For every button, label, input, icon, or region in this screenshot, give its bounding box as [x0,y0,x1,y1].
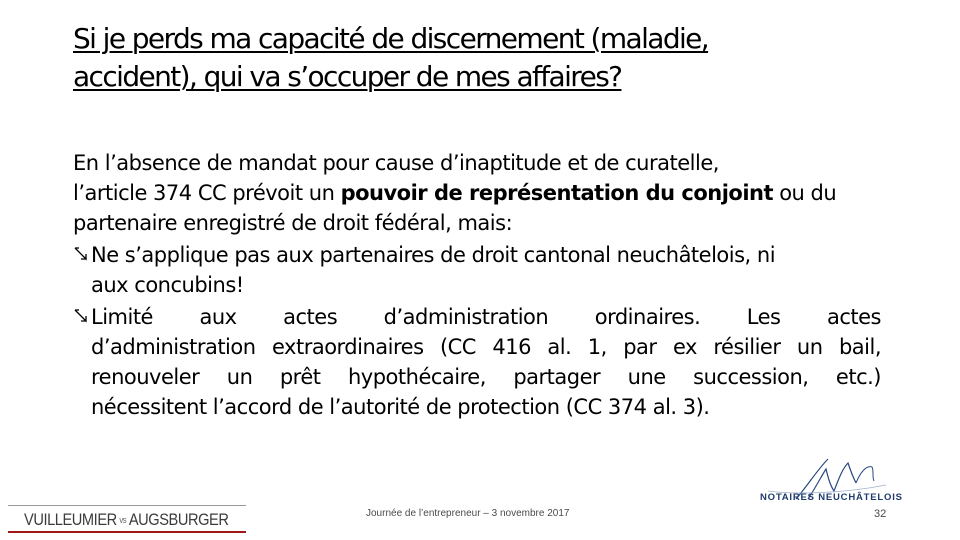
firm-logo-text [24,510,229,530]
title-line-1: Si je perds ma capacité de discernement (maladie, [73,22,709,55]
firm-name-right: AUGSBURGER [128,510,229,529]
intro-line-2-end: ou du [773,181,837,205]
bullet-2-line-2: d’administration extraordinaires (CC 416 al. 1, par ex résilier un bail, [91,335,881,359]
bullet-2-line-1: Limité aux actes d’administration ordinaires. Les actes [91,305,881,329]
intro-line-2 [73,178,881,208]
bullet-item-2 [73,302,881,422]
firm-name-vs: vs [119,515,127,525]
footer-event: Journée de l’entrepreneur – 3 novembre 2017 [366,508,570,519]
intro-bold-phrase: pouvoir de représentation du conjoint [340,181,774,205]
firm-logo-rule [8,505,246,506]
firm-name-left: VUILLEUMIER [24,510,117,529]
title-line-2: accident), qui va s’occuper de mes affaires? [73,60,622,93]
outlined-arrow-icon [73,308,89,326]
slide-title [73,20,893,96]
bullet-2-line-4: nécessitent l’accord de l’autorité de protection (CC 374 al. 3). [91,395,710,419]
firm-logo [8,502,256,534]
intro-line-2-start: l’article 374 CC prévoit un [73,181,341,205]
page-number: 32 [874,508,887,520]
bullet-2-line-3: renouveler un prêt hypothécaire, partager une succession, etc.) [91,365,881,389]
bullet-1-line-1: Ne s’applique pas aux partenaires de droit cantonal neuchâtelois, ni [91,243,776,267]
bullet-item-1 [73,240,881,300]
notaires-logo-text: NOTAIRES NEUCHÂTELOIS [760,492,903,503]
intro-line-3: partenaire enregistré de droit fédéral, mais: [73,211,513,235]
bullet-1-line-2: aux concubins! [91,273,244,297]
intro-line-1: En l’absence de mandat pour cause d’inaptitude et de curatelle, [73,151,719,175]
outlined-arrow-icon [73,246,89,264]
firm-logo-bar [8,531,246,533]
slide-body [73,148,881,422]
